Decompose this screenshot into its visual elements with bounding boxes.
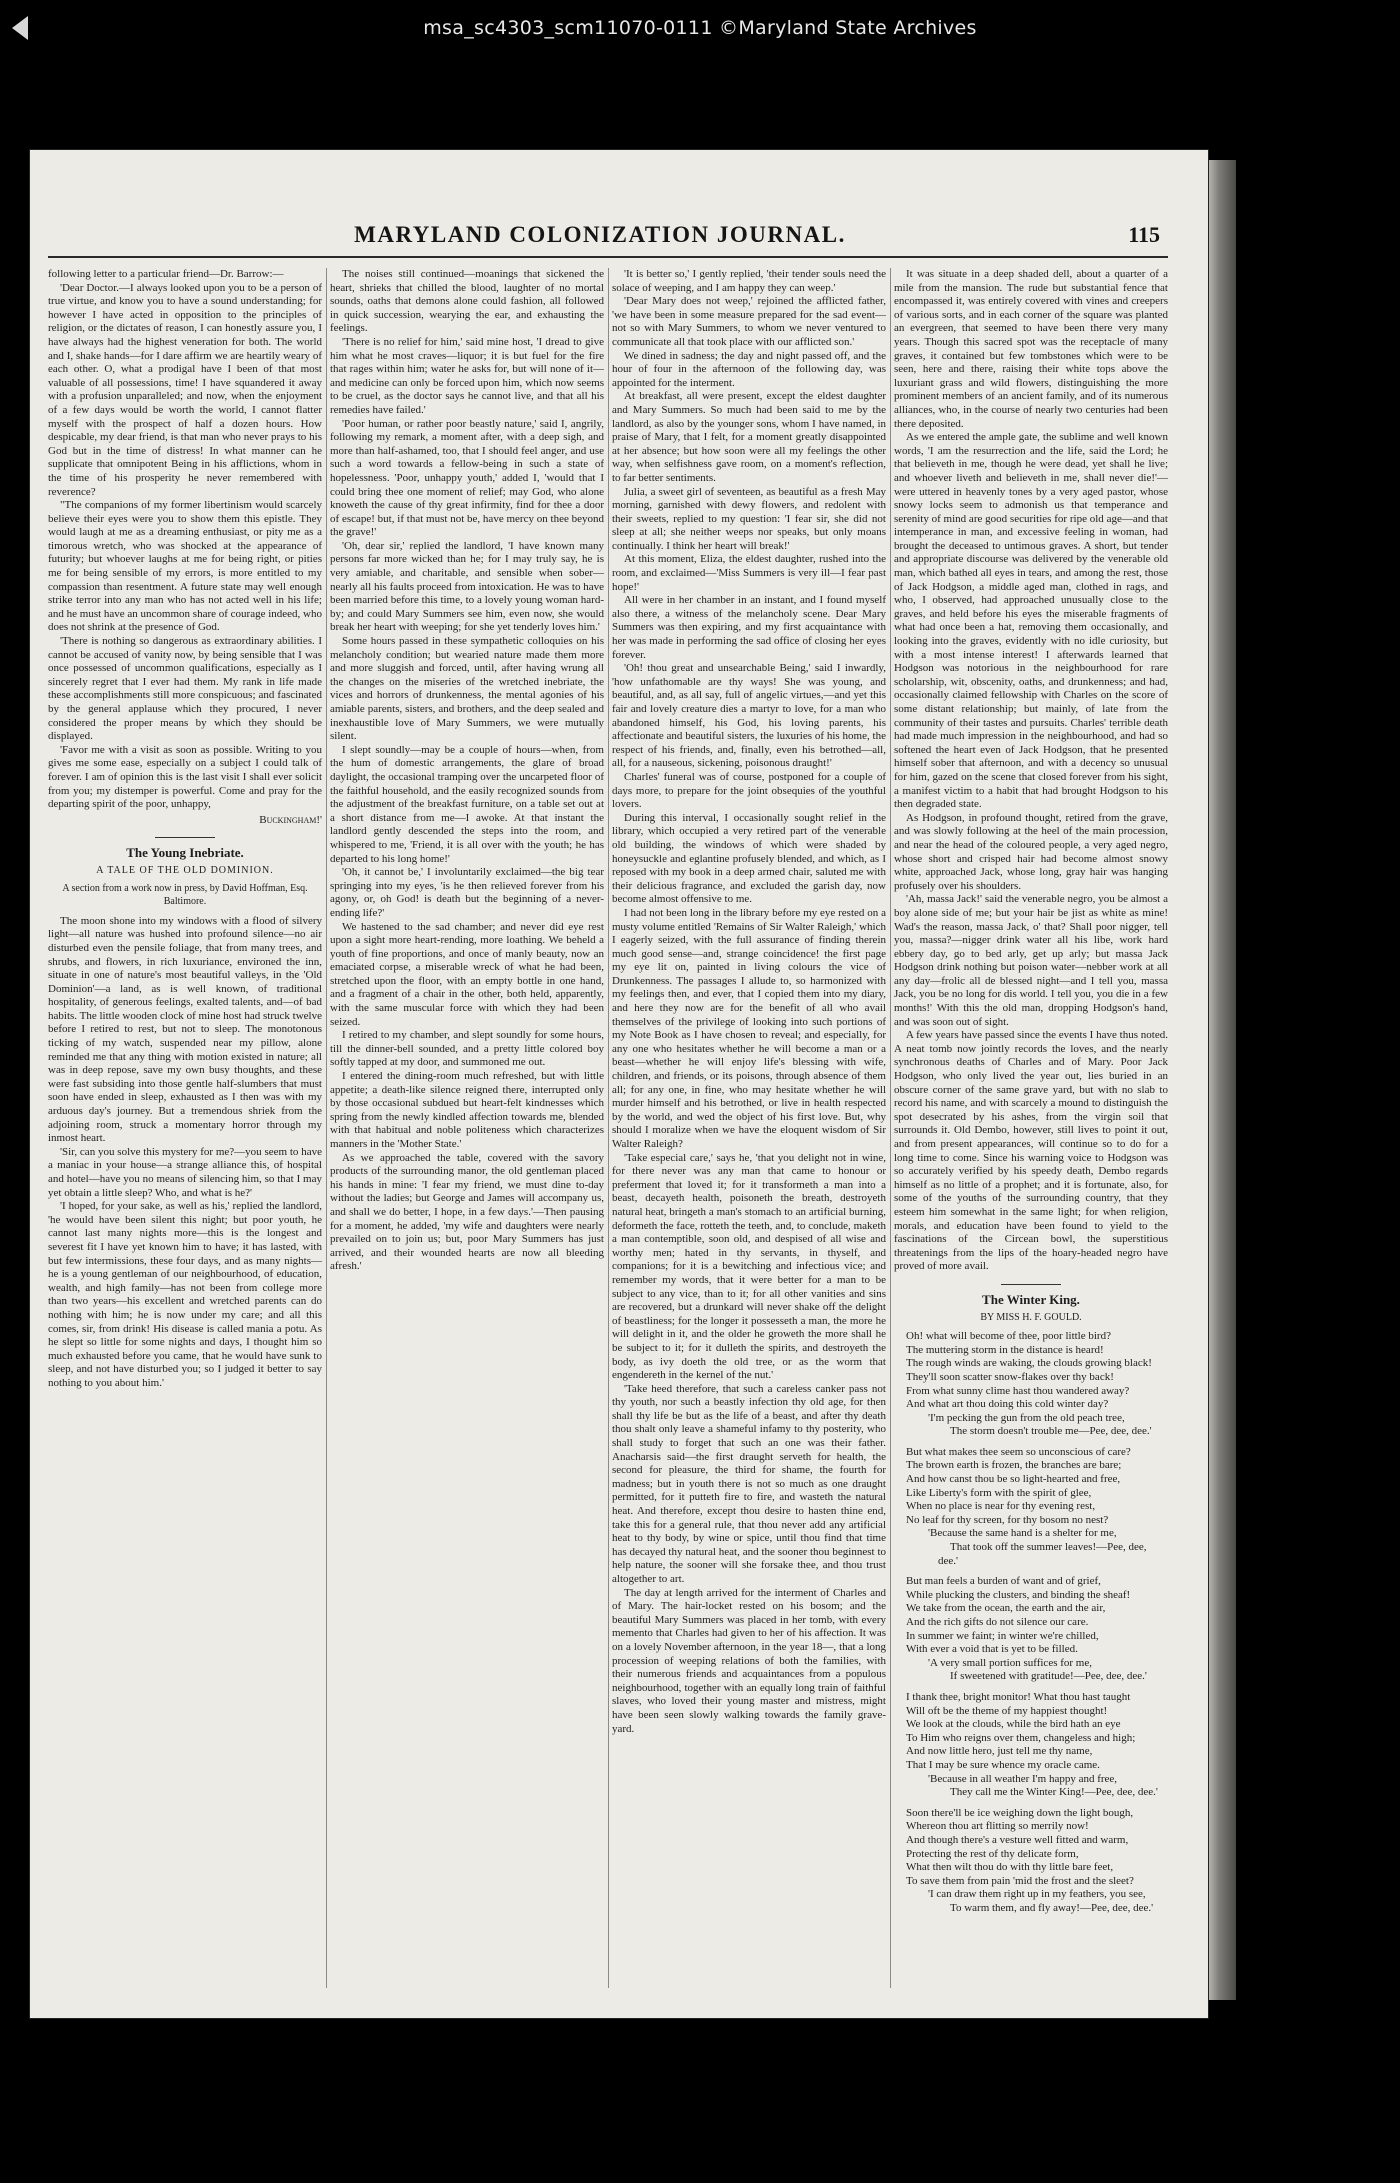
article-paragraph: Charles' funeral was of course, postponed for a couple of days more, to prepare for the joint obsequies of the youthful lovers. (612, 770, 886, 811)
article-paragraph: I had not been long in the library before my eye rested on a musty volume entitled 'Remains of Sir Walter Raleigh,' which I eagerly seized, with the full assurance of finding therein much good sense—and, strange coincidence! the first page my eye lit on, painted in living colours the vice of Drunkenness. The passages I allude to, so harmonized with my feelings then, and ever, that I copied them into my diary, and here they now are for the benefit of all who avail themselves of the privilege of looking into such portions of my Note Book as I have chosen to reveal; and especially, for any one who hesitates whether he will become a man or a beast—whether he will enjoy life's blessing with wife, children, and friends, or its poisons, through absence of them all; for any one, in fine, who may hesitate whether he will murder himself and his betrothed, or live in health respected by the world, and wed the object of his first love. But, why should I moralize when we have the eloquent wisdom of Sir Walter Raleigh? (612, 906, 886, 1150)
masthead-rule (48, 256, 1168, 258)
poem-line: They call me the Winter King!—Pee, dee, dee.' (950, 1786, 1158, 1799)
poem-line: And the rich gifts do not silence our care. (906, 1616, 1089, 1628)
poem-line: In summer we faint; in winter we're chilled, (906, 1629, 1099, 1642)
column-rule (890, 268, 891, 1988)
poem-line: The storm doesn't trouble me—Pee, dee, dee.' (950, 1425, 1152, 1438)
text-column-4 (894, 268, 1168, 1988)
text-column-3 (612, 268, 886, 1988)
poem-line: While plucking the clusters, and binding the sheaf! (906, 1588, 1131, 1601)
article-paragraph: 'There is no relief for him,' said mine host, 'I dread to give him what he most craves—liquor; it is but fuel for the fire that rages within him; water he asks for, but will none of it—and medicine can only be forced upon him, which now seems to be cruel, as the doctor says he cannot live, and that all his remedies have failed.' (330, 335, 604, 416)
text-column-1 (48, 268, 322, 1988)
article-paragraph: 'I hoped, for your sake, as well as his,' replied the landlord, 'he would have been silent this night; but poor youth, he cannot last many nights more—this is the longest and severest fit I have yet known him to have; it has lasted, with but few intermissions, these four days, and as many nights—he is a young gentleman of our neighbourhood, of education, wealth, and high family—has not been from college more than two years—his excellent and wretched parents can do nothing with him; he is now under my care; and all this comes, sir, from drink! His disease is called mania a potu. As he slept so little for some nights and days, I thought him so much exhausted before you came, that he would have sunk to sleep, and not have disturbed you; so I judged it better to say nothing to you about him.' (48, 1200, 322, 1389)
poem-body (894, 1330, 1168, 1915)
poem-line: 'A very small portion suffices for me, (928, 1656, 1092, 1669)
poem-line: We take from the ocean, the earth and the air, (906, 1602, 1106, 1615)
article-paragraph: At breakfast, all were present, except the eldest daughter and Mary Summers. So much had been said to me by the landlord, as also by the younger sons, whom I have named, in praise of Mary, that I felt, for a moment greatly disappointed at her absence; but how soon were all my feelings the other way, when selfishness gave room, on a moment's reflection, to far better sentiments. (612, 390, 886, 484)
poem-line: The rough winds are waking, the clouds growing black! (906, 1357, 1152, 1370)
letter-paragraph: 'Dear Doctor.—I always looked upon you to be a person of true virtue, and know you to have a sound understanding; for however I have acted in opposition to the principles of religion, or the dictates of reason, I can honestly assure you, I have always had the highest veneration for both. The world and I, shake hands—for I dare affirm we are heartily weary of each other. O, what a prodigal have I been of that most valuable of all possessions, time! I have squandered it away with a profusion unparalleled; and now, when the enjoyment of a few days would be worth the world, I cannot flatter myself with the prospect of half a dozen hours. How despicable, my dear friend, is that man who never prays to his God but in the time of distress! In what manner can he supplicate that omnipotent Being in his afflictions, whom in the time of his prosperity he never remembered with reverence? (48, 281, 322, 498)
article-paragraph: 'Oh, it cannot be,' I involuntarily exclaimed—the big tear springing into my eyes, 'is he then relieved forever from his agony, or, oh God! is death but the beginning of a never-ending life?' (330, 866, 604, 919)
column-rule (326, 268, 327, 1988)
article-paragraph: Julia, a sweet girl of seventeen, as beautiful as a fresh May morning, garnished with dewy flowers, and redolent with their sweets, replied to my question: 'I fear sir, she did not sleep at all; she neither weeps nor speaks, but only moans continually. I think her heart will break!' (612, 485, 886, 552)
poem-line: Like Liberty's form with the spirit of glee, (906, 1486, 1092, 1499)
article-paragraph: All were in her chamber in an instant, and I found myself also there, a witness of the melancholy scene. Dear Mary Summers was then expiring, and my first acquaintance with her was made in performing the sad office of closing her eyes forever. (612, 594, 886, 661)
poem-line: And now little hero, just tell me thy name, (906, 1745, 1093, 1758)
article-paragraph: 'Poor human, or rather poor beastly nature,' said I, angrily, following my remark, a moment after, with a deep sigh, and more than half-ashamed, too, that I should feel anger, and use such a word towards a fellow-being in such a state of hopelessness. 'Poor, unhappy youth,' added I, 'would that I could bring thee one moment of relief; may God, who alone knoweth the cause of thy great infirmity, find for thee a door of escape! but, if that must not be, have mercy on thee beyond the grave!' (330, 417, 604, 539)
article-source: A section from a work now in press, by David Hoffman, Esq. Baltimore. (62, 882, 308, 908)
poem-line: And what art thou doing this cold winter day? (906, 1398, 1109, 1411)
poem-line: To warm them, and fly away!—Pee, dee, dee.' (950, 1901, 1154, 1914)
poem-line: Will oft be the theme of my happiest thought! (906, 1704, 1108, 1717)
article-paragraph: As we entered the ample gate, the sublime and well known words, 'I am the resurrection and the life, said the Lord; he that believeth in me, though he were dead, yet shall he live; and whoever liveth and believeth in me, shall never die!'—were uttered in heavenly tones by a very aged pastor, whose snowy locks seem to admonish us that temperance and serenity of mind are good securities for ripe old age—and that intemperance in man, and excessive feeling in woman, had brought the deceased to untimous graves. A short, but tender and appropriate discourse was delivered by the venerable old man, which bathed all eyes in tears, and among the rest, those of Jack Hodgson, a middle aged man, clothed in rags, and who, I observed, had approached unusually close to the graves, and held before his eyes the miserable fragments of what had once been a hat, removing them occasionally, and looking into the graves, evidently with no idle curiosity, but with a most intense interest! I afterwards learned that Hodgson was notorious in the neighbourhood for rare scholarship, wit, obscenity, oaths, and drunkenness; and had, occasionally claimed fellowship with Charles on the score of some distant relationship; but mainly, of late from the community of their tastes and pursuits. Charles' terrible death had made much impression in the neighbourhood, and had so softened the heart even of Jack Hodgson, that he presented himself sober that afternoon, and with a decency so unusual for him, gazed on the scene that closed forever from his sight, a manifest victim to a habit that had brought Hodgson to his then degraded state. (894, 431, 1168, 811)
journal-page (30, 150, 1208, 2018)
poem-line: No leaf for thy screen, for thy bosom no nest? (906, 1513, 1109, 1526)
article-paragraph: 'Ah, massa Jack!' said the venerable negro, you be almost a boy alone side of me; but your hair be jist as white as mine! Wad's the reason, massa Jack, o' that? Shall poor nigger, tell you, massa?—nigger drink water all his libe, work hard ebbery day, go to bed arly, get up arly; but massa Jack Hodgson drink nothing but poison water—nebber work at all any day—frolic all de blessed night—and I tell you, massa Jack, you be no long for dis world. I tell you, you die in a few months!' With this the old man, dropping Hodgson's hand, and was soon out of sight. (894, 893, 1168, 1028)
letter-intro: following letter to a particular friend—Dr. Barrow:— (48, 268, 284, 280)
article-paragraph: The moon shone into my windows with a flood of silvery light—all nature was hushed into profound silence—no air disturbed even the pensile foliage, that from many trees, and shrubs, and flowers, in rich luxuriance, environed the inn, situate in one of nature's most beautiful valleys, in the 'Old Dominion'—a land, as is well known, of traditional hospitality, of generous feelings, exalted talents, and—of bad habits. The little wooden clock of mine host had struck twelve before I retired to rest, but not to sleep. The monotonous ticking of my watch, suspended near my pillow, alone reminded me that any thing with motion existed in nature; all was in deep repose, save my own busy thoughts, and these were fast subsiding into those gentle half-slumbers that must soon have ended in sleep, exhausted as I then was with my arduous day's journey. But a tremendous shriek from the adjoining room, struck a momentary horror through my inmost heart. (48, 914, 322, 1145)
article-paragraph: 'Dear Mary does not weep,' rejoined the afflicted father, 'we have been in some measure prepared for the sad event—not so with Mary Summers, to whom we never ventured to communicate all that took place with our afflicted son.' (612, 295, 886, 348)
article-paragraph: 'Oh, dear sir,' replied the landlord, 'I have known many persons far more wicked than he; for I may truly say, he is very amiable, and charitable, and sensible when sober—nearly all his faults proceed from intoxication. He was to have been married before this time, to a lovely young woman hard-by; and could Mary Summers see him, even now, she would break her heart with weeping; for she yet tenderly loves him.' (330, 539, 604, 634)
page-edge (1208, 160, 1236, 2000)
article-paragraph: At this moment, Eliza, the eldest daughter, rushed into the room, and exclaimed—'Miss Summers is very ill—I fear past hope!' (612, 553, 886, 593)
poem-line: I thank thee, bright monitor! What thou hast taught (906, 1690, 1131, 1703)
section-divider (1001, 1284, 1061, 1285)
article-paragraph: I entered the dining-room much refreshed, but with little appetite; a death-like silence reigned there, interrupted only by those occasional subdued but heart-felt kindnesses which spring from the newly kindled affection towards me, blended with that habitual and noble politeness which characterizes manners in the 'Mother State.' (330, 1070, 604, 1150)
text-column-2 (330, 268, 604, 1988)
article-paragraph: As Hodgson, in profound thought, retired from the grave, and was slowly following at the heel of the main procession, and near the head of the coloured people, a very aged negro, whose short and crisped hair had become almost snowy white, approached Jack, whose long, gray hair was hanging profusely over his shoulders. (894, 811, 1168, 892)
article-paragraph: 'Oh! thou great and unsearchable Being,' said I inwardly, 'how unfathomable are thy ways! She was young, and beautiful, and, as all say, full of angelic virtues,—and yet this fair and lovely creature dies a martyr to love, for a man who abandoned himself, his God, his loving parents, his affectionate and beautiful sisters, the luxuries of his home, the respect of his friends, and, finally, even his betrothed—all, all, for a nauseous, sickening, poisonous draught!' (612, 662, 886, 770)
poem-line: What then wilt thou do with thy little bare feet, (906, 1861, 1114, 1874)
poem-line: And though there's a vesture well fitted and warm, (906, 1833, 1129, 1846)
poem-line: And how canst thou be so light-hearted and free, (906, 1473, 1121, 1486)
stanza-gap (894, 1568, 1168, 1575)
journal-title: MARYLAND COLONIZATION JOURNAL. (354, 222, 846, 247)
poem-line: But man feels a burden of want and of grief, (906, 1575, 1101, 1588)
stanza-gap (894, 1684, 1168, 1691)
article-paragraph: 'Sir, can you solve this mystery for me?—you seem to have a maniac in your house—a strange alliance this, of hospital and hotel—have you no means of silencing him, so that I may yet obtain a little sleep? Who, and what is he?' (48, 1145, 322, 1199)
poem-line: 'Because in all weather I'm happy and free, (928, 1772, 1118, 1785)
poem-line: Soon there'll be ice weighing down the light bough, (906, 1806, 1134, 1819)
poem-line: From what sunny clime hast thou wandered away? (906, 1384, 1130, 1397)
article-paragraph: Some hours passed in these sympathetic colloquies on his melancholy condition; but wearied nature made them more and more sluggish and forced, until, after having wrung all the changes on the miseries of the wretched inebriate, the vices and horrors of drunkenness, the mental agonies of his amiable parents, sisters, and brothers, and the deep sealed and inexhaustible love of Mary Summers, we were mutually silent. (330, 635, 604, 743)
article-paragraph: 'Take heed therefore, that such a careless canker pass not thy youth, nor such a beastly infection thy old age, for then shall thy life be but as the life of a beast, and after thy death thou shalt only leave a shameful infamy to thy posterity, who shall study to forget that such an one was their father. Anacharsis said—the first draught serveth for health, the second for pleasure, the third for shame, the fourth for madness; but in youth there is not so much as one draught permitted, for it putteth fire to fire, and wasteth the natural heat. And therefore, except thou desire to hasten thine end, take this for a general rule, that thou never add any artificial heat to thy body, by wine or spice, until thou find that time has decayed thy natural heat, and the sooner thou beginnest to help nature, the sooner will she forsake thee, and thou trust altogether to art. (612, 1382, 886, 1585)
article-paragraph: During this interval, I occasionally sought relief in the library, which occupied a very retired part of the venerable old building, the windows of which were shaded by honeysuckle and eglantine profusely blended, and which, as I reposed with my book in a deep armed chair, saluted me with their delicious fragrance, and excluded the garish day, now become almost offensive to me. (612, 811, 886, 906)
poem-line: The muttering storm in the distance is heard! (906, 1343, 1104, 1356)
poem-line: 'Because the same hand is a shelter for me, (928, 1527, 1117, 1540)
poem-byline: BY MISS H. F. GOULD. (980, 1311, 1082, 1323)
poem-line: They'll soon scatter snow-flakes over thy back! (906, 1370, 1114, 1383)
poem-line: We look at the clouds, while the bird hath an eye (906, 1718, 1121, 1731)
section-divider (155, 837, 215, 838)
article-paragraph: We hastened to the sad chamber; and never did eye rest upon a sight more heart-rending, more loathing. We beheld a youth of fine proportions, and once of manly beauty, now an emaciated corpse, a miserable wreck of what he had been, stretched upon the floor, with an empty bottle in one hand, and a fragment of a chair in the other, both held, apparently, with the same muscular force with which they had been seized. (330, 920, 604, 1028)
poem-line: But what makes thee seem so unconscious of care? (906, 1445, 1131, 1458)
article-title: The Young Inebriate. (126, 845, 244, 861)
letter-signature: Buckingham!' (259, 813, 322, 826)
poem-line: When no place is near for thy evening rest, (906, 1500, 1096, 1513)
poem-line: That I may be sure whence my oracle came. (906, 1758, 1100, 1771)
article-paragraph: A few years have passed since the events I have thus noted. A neat tomb now jointly records the loves, and the nearly synchronous deaths of Charles and of Mary. Poor Jack Hodgson, who only lived the year out, lies buried in an obscure corner of the same grave yard, but with no slab to record his name, and with scarcely a mound to distinguish the spot desecrated by his ashes, from the virgin soil that surrounds it. Old Dembo, however, still lives to point it out, and from present appearances, will continue so to do for a long time to come. Since his warning voice to Hodgson was so accurately verified by his speedy death, Dembo regards himself as no little of a prophet; and it is fortunate, also, for some of the youths of the surrounding country, that they esteem him somewhat in the same light; for when religion, morals, and education have been found to yield to the fascinations of the Circean bowl, the superstitious threatenings from the lips of the hoary-headed negro have proved of more avail. (894, 1029, 1168, 1273)
article-paragraph: 'It is better so,' I gently replied, 'their tender souls need the solace of weeping, and I am happy they can weep.' (612, 268, 886, 294)
letter-paragraph: "The companions of my former libertinism would scarcely believe their eyes were you to show them this epistle. They would laugh at me as a dreaming enthusiast, or pity me as a timorous wretch, who was shocked at the appearance of futurity; but whoever laughs at me for being right, or pities me for being sensible of my errors, is more entitled to my compassion than resentment. A future state may well enough strike terror into any man who has not acted well in his life; and he must have an uncommon share of courage indeed, who does not shrink at the presence of God. (48, 499, 322, 634)
masthead (30, 220, 1208, 260)
poem-line: If sweetened with gratitude!—Pee, dee, dee.' (950, 1670, 1147, 1683)
stanza-gap (894, 1800, 1168, 1807)
article-paragraph: The day at length arrived for the interment of Charles and of Mary. The hair-locket rested on his bosom; and the beautiful Mary Summers was placed in her tomb, with every memento that Charles had given to her of his affection. It was on a lovely November afternoon, in the year 18—, that a long procession of weeping relations of both the families, with their numerous friends and acquaintances from a populous neighbourhood, together with an equally long train of faithful slaves, who loved their young master and mistress, might have been seen slowly walking towards the family grave-yard. (612, 1586, 886, 1735)
article-paragraph: I retired to my chamber, and slept soundly for some hours, till the dinner-bell sounded, and a pretty little colored boy softly tapped at my door, and summoned me out. (330, 1029, 604, 1069)
article-subtitle: A TALE OF THE OLD DOMINION. (96, 864, 274, 876)
poem-line: The brown earth is frozen, the branches are bare; (906, 1459, 1122, 1472)
poem-line: To save them from pain 'mid the frost and the sleet? (906, 1874, 1134, 1887)
poem-line: Oh! what will become of thee, poor little bird? (906, 1330, 1111, 1343)
page-number: 115 (1128, 222, 1160, 247)
article-paragraph: The noises still continued—moanings that sickened the heart, shrieks that chilled the blood, laughter of no mortal sounds, oaths that demons alone could fashion, all followed in quick succession, wearying the ear, and exhausting the feelings. (330, 268, 604, 335)
stanza-gap (894, 1439, 1168, 1446)
poem-line: With ever a void that is yet to be filled. (906, 1643, 1078, 1656)
article-paragraph: 'Take especial care,' says he, 'that you delight not in wine, for there never was any man that came to honour or preferment that loved it; for it transformeth a man into a beast, decayeth health, poisoneth the breath, destroyeth natural heat, bringeth a man's stomach to an artificial burning, deformeth the face, rotteth the teeth, and, to conclude, maketh a man contemptible, soon old, and despised of all wise and worthy men; hated in thy servants, in thyself, and companions; for it is a bewitching and infectious vice; and remember my words, that it were better for a man to be subject to any vice, than to it; for all other vanities and sins are recovered, but a drunkard will never shake off the delight of beastliness; for the longer it possesseth a man, the more he will delight in it, and the older he groweth the more shall he be subject to it; for it dulleth the spirits, and destroyeth the body, as ivy doeth the old tree, or as the worm that engendereth in the kernel of the nut.' (612, 1151, 886, 1382)
poem-line: 'I can draw them right up in my feathers, you see, (928, 1888, 1146, 1901)
article-paragraph: As we approached the table, covered with the savory products of the surrounding manor, the old gentleman placed his hands in mine: 'I fear my friend, we must dine to-day without the ladies; but George and James will accompany us, and shall we do better, I hope, in a few days.'—Then pausing for a moment, he added, 'my wife and daughters were nearly prevailed on to join us; but, poor Mary Summers has just arrived, and their wounded hearts are now all bleeding afresh.' (330, 1151, 604, 1273)
column-rule (608, 268, 609, 1988)
archive-header (0, 0, 1400, 60)
letter-paragraph: 'There is nothing so dangerous as extraordinary abilities. I cannot be accused of vanity now, by being sensible that I was once possessed of uncommon qualifications, especially as I sincerely regret that I ever had them. My rank in life made these accomplishments still more conspicuous; and fascinated by the general applause which they procured, I never considered the proper means by which they should be displayed. (48, 635, 322, 743)
article-paragraph: We dined in sadness; the day and night passed off, and the hour of four in the afternoon of the following day, was appointed for the interment. (612, 349, 886, 389)
poem-line: 'I'm pecking the gun from the old peach tree, (928, 1411, 1125, 1424)
poem-line: Whereon thou art flitting so merrily now! (906, 1820, 1089, 1833)
poem-line: To Him who reigns over them, changeless and high; (906, 1731, 1136, 1744)
back-arrow-icon[interactable] (12, 16, 28, 40)
article-paragraph: I slept soundly—may be a couple of hours—when, from the hum of domestic arrangements, the glare of broad daylight, the occasional tramping over the uncarpeted floor of the faithful household, and the easily recognized sounds from the adjustment of the breakfast furniture, on a table set out at a short distance from me—I awoke. At that instant the landlord gently descended the steps into the room, and whispered to me, 'Friend, it is all over with the youth; he has departed to his long home!' (330, 743, 604, 865)
poem-line: Protecting the rest of thy delicate form, (906, 1847, 1079, 1860)
archive-caption: msa_sc4303_scm11070-0111 ©Maryland State Archives (423, 17, 977, 39)
poem-title: The Winter King. (982, 1291, 1080, 1307)
article-paragraph: It was situate in a deep shaded dell, about a quarter of a mile from the mansion. The rude but substantial fence that encompassed it, was entirely covered with vines and creepers of various sorts, and in each corner of the square was planted an evergreen, that seemed to have been there very many years. Though this sacred spot was the receptacle of many graves, it contained but few tombstones which were to be seen, here and there, raising their white tops above the luxuriant grass and wild flowers, distinguishing the more prominent members of an ancient family, and of its numerous alliances, who, in the course of nearly two centuries had been there deposited. (894, 268, 1168, 430)
poem-line: That took off the summer leaves!—Pee, dee, dee.' (938, 1541, 1147, 1567)
letter-paragraph: 'Favor me with a visit as soon as possible. Writing to you gives me some ease, especially on a subject I could talk of forever. I am of opinion this is the last visit I shall ever solicit from you; my distemper is powerful. Come and pray for the departing spirit of the poor, unhappy, (48, 743, 322, 811)
